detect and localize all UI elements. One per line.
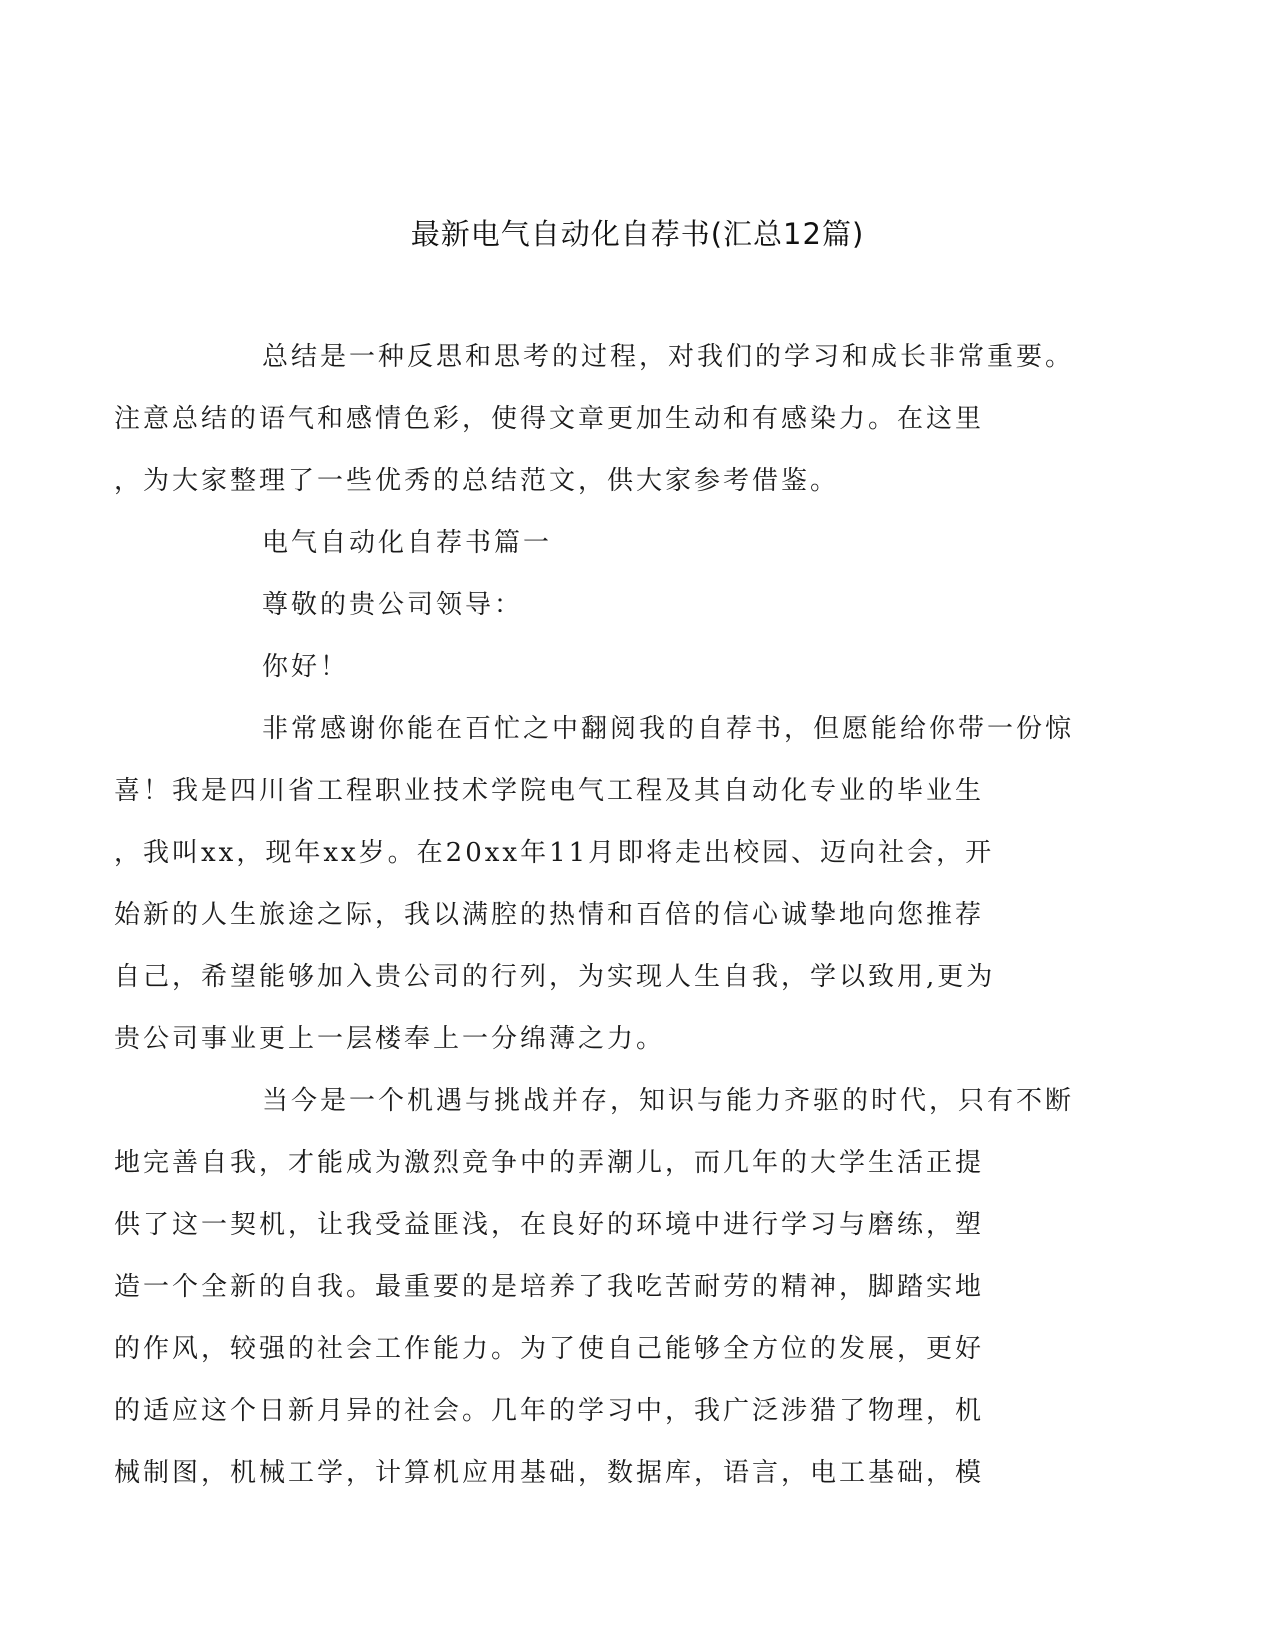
text-line: 注意总结的语气和感情色彩，使得文章更加生动和有感染力。在这里: [114, 404, 985, 434]
document-body: [114, 326, 1075, 1504]
section-heading: [188, 512, 1072, 574]
text-line: 造一个全新的自我。最重要的是培养了我吃苦耐劳的精神，脚踏实地: [114, 1272, 985, 1302]
paragraph-intro: [114, 326, 1075, 512]
text-line: 械制图，机械工学，计算机应用基础，数据库，语言，电工基础，模: [114, 1458, 985, 1488]
text-line: 非常感谢你能在百忙之中翻阅我的自荐书，但愿能给你带一份惊: [262, 714, 1075, 744]
paragraph-self-intro: [114, 698, 1075, 1070]
text-line: 电气自动化自荐书篇一: [262, 528, 553, 558]
text-line: 的作风，较强的社会工作能力。为了使自己能够全方位的发展，更好: [114, 1334, 985, 1364]
greeting: [188, 636, 1072, 698]
text-line: 总结是一种反思和思考的过程，对我们的学习和成长非常重要。: [262, 342, 1075, 372]
text-line: 喜！我是四川省工程职业技术学院电气工程及其自动化专业的毕业生: [114, 776, 985, 806]
document-title: 最新电气自动化自荐书(汇总12篇): [410, 217, 865, 251]
paragraph-experience: [114, 1070, 1075, 1504]
text-line: 贵公司事业更上一层楼奉上一分绵薄之力。: [114, 1024, 666, 1054]
text-line: ，为大家整理了一些优秀的总结范文，供大家参考借鉴。: [114, 466, 840, 496]
text-line: 地完善自我，才能成为激烈竞争中的弄潮儿，而几年的大学生活正提: [114, 1148, 985, 1178]
salutation: [188, 574, 1072, 636]
text-line: 你好！: [262, 652, 350, 682]
text-line: 尊敬的贵公司领导：: [262, 590, 524, 620]
text-line: 自己，希望能够加入贵公司的行列，为实现人生自我，学以致用,更为: [114, 962, 996, 992]
text-line: ，我叫xx，现年xx岁。在20xx年11月即将走出校园、迈向社会，开: [114, 838, 995, 868]
text-line: 当今是一个机遇与挑战并存，知识与能力齐驱的时代，只有不断: [262, 1086, 1075, 1116]
text-line: 供了这一契机，让我受益匪浅，在良好的环境中进行学习与磨练，塑: [114, 1210, 985, 1240]
text-line: 的适应这个日新月异的社会。几年的学习中，我广泛涉猎了物理，机: [114, 1396, 985, 1426]
text-line: 始新的人生旅途之际，我以满腔的热情和百倍的信心诚挚地向您推荐: [114, 900, 985, 930]
